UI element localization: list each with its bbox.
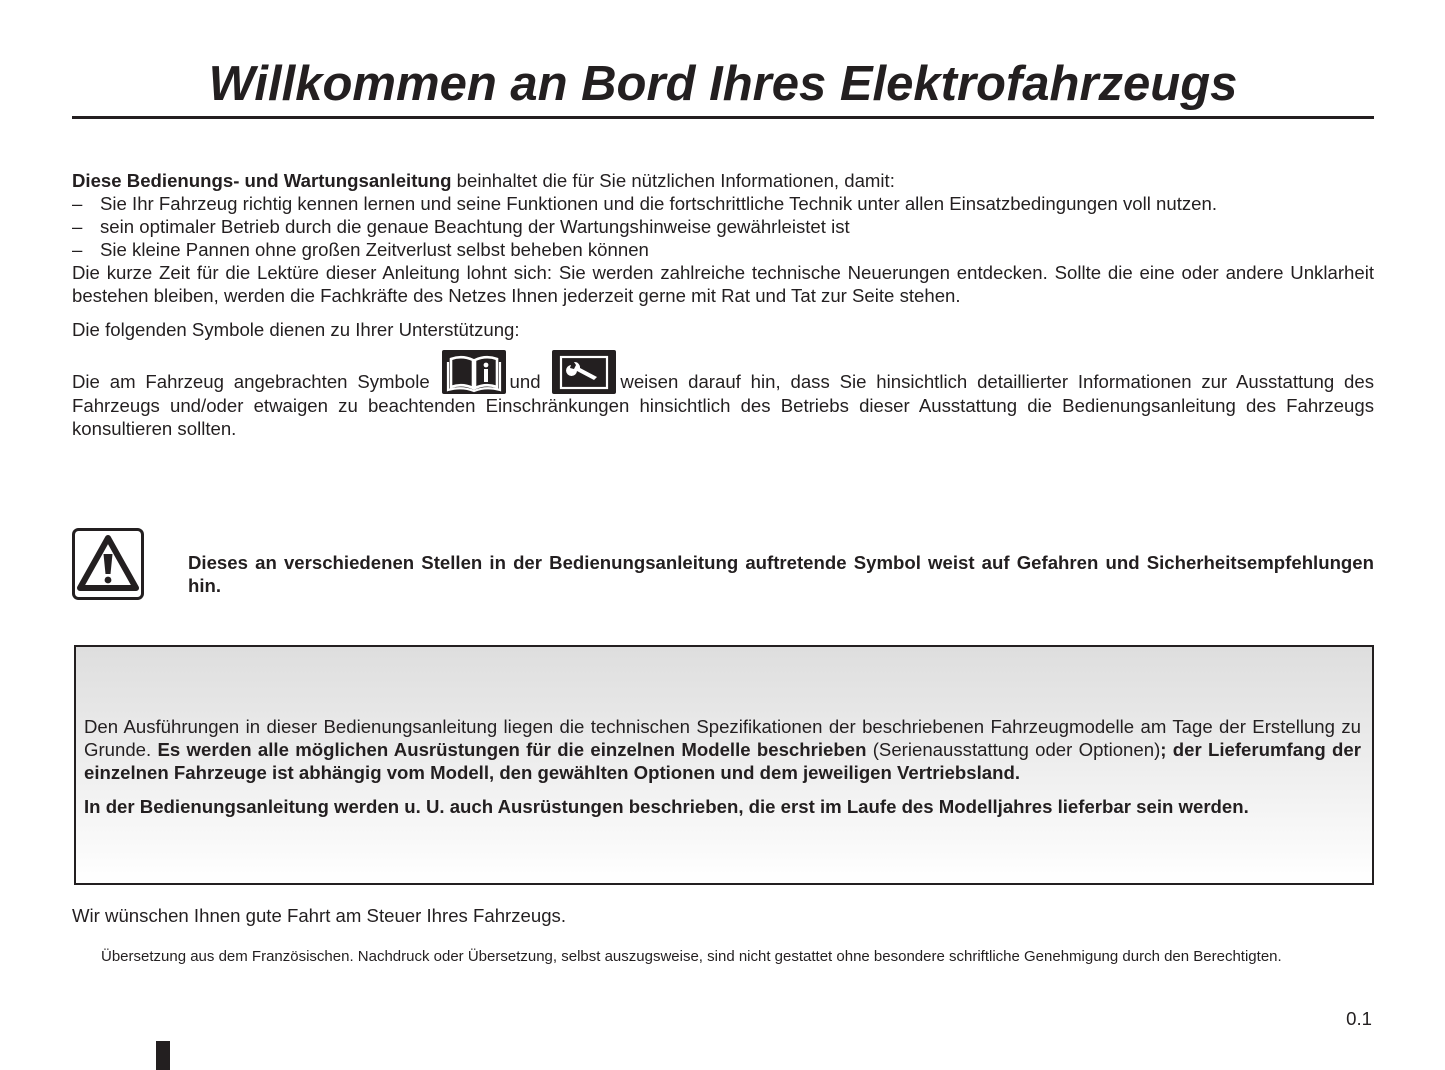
list-bullet: – (72, 193, 83, 214)
list-item-text: Sie Ihr Fahrzeug richtig kennen lernen und seine Funktionen und die fortschrittliche Technik unter allen Einsatzbedingungen voll nutzen. (100, 193, 1218, 214)
manual-info-icon (442, 350, 506, 394)
list-bullet: – (72, 216, 83, 237)
intro-lead (72, 169, 1374, 192)
intro-closing: Die kurze Zeit für die Lektüre dieser Anleitung lohnt sich: Sie werden zahlreiche technische Neuerungen entdecken. Sollte die eine oder andere Unklarheit bestehen bleiben, werden die Fachkräfte des Netzes Ihnen jederzeit gerne mit Rat und Tat zur Seite stehen. (72, 262, 1374, 306)
notice-p1-bold1: Es werden alle möglichen Ausrüstungen für die einzelnen Modelle beschrieben (157, 739, 867, 760)
intro-lead-bold: Diese Bedienungs- und Wartungsanleitung (72, 170, 452, 191)
closing-text: Wir wünschen Ihnen gute Fahrt am Steuer Ihres Fahrzeugs. (72, 905, 567, 926)
notice-content (84, 715, 1361, 818)
notice-p1-bold2: ; der Lieferumfang der einzelnen Fahrzeuge ist abhängig vom Modell, den gewählten Optionen und dem jeweiligen Vertriebsland. (84, 739, 1361, 783)
symbols-text-and: und (509, 371, 541, 392)
notice-p1-part2: (Serienausstattung oder Optionen) (866, 739, 1161, 760)
intro-lead-rest: beinhaltet die für Sie nützlichen Informationen, damit: (451, 170, 895, 191)
notice-paragraph-2 (84, 795, 1361, 818)
notice-paragraph-1 (84, 715, 1361, 784)
list-item (72, 215, 1374, 238)
symbols-text-after: weisen darauf hin, dass Sie hinsichtlich detaillierter Informationen zur Ausstattung des Fahrzeugs und/oder etwaigen zu beachtenden Einschränkungen hinsichtlich des Betriebs dieser Ausstattung die Bedienungsanleitung des Fahrzeugs konsultieren sollten. (72, 371, 1375, 439)
page-marker (156, 1041, 170, 1070)
symbols-paragraph (72, 350, 1374, 440)
wrench-icon (552, 350, 616, 394)
warning-triangle-icon (72, 528, 144, 600)
notice-p1-part1: Den Ausführungen in dieser Bedienungsanleitung liegen die technischen Spezifikationen der beschriebenen Fahrzeugmodelle am Tage der Erstellung zu Grunde. (84, 716, 1361, 760)
notice-box (74, 645, 1374, 885)
list-item (72, 192, 1374, 215)
title-rule (72, 116, 1374, 119)
footnote: Übersetzung aus dem Französischen. Nachdruck oder Übersetzung, selbst auszugsweise, sind nicht gestattet ohne besondere schriftliche Genehmigung durch den Berechtigten. (101, 948, 1282, 965)
symbols-text-before: Die am Fahrzeug angebrachten Symbole (72, 371, 430, 392)
page-number: 0.1 (1346, 1008, 1372, 1029)
intro-section (72, 169, 1374, 307)
warning-text: Dieses an verschiedenen Stellen in der Bedienungsanleitung auftretende Symbol weist auf Gefahren und Sicherheitsempfehlungen hin. (188, 552, 1374, 596)
list-item (72, 238, 1374, 261)
list-item-text: sein optimaler Betrieb durch die genaue Beachtung der Wartungshinweise gewährleistet ist (100, 216, 850, 237)
page-title: Willkommen an Bord Ihres Elektrofahrzeugs (208, 57, 1238, 111)
symbols-heading: Die folgenden Symbole dienen zu Ihrer Unterstützung: (72, 319, 520, 340)
list-bullet: – (72, 239, 83, 260)
notice-p2-bold: In der Bedienungsanleitung werden u. U. auch Ausrüstungen beschrieben, die erst im Laufe des Modelljahres lieferbar sein werden. (84, 796, 1249, 817)
list-item-text: Sie kleine Pannen ohne großen Zeitverlust selbst beheben können (100, 239, 649, 260)
